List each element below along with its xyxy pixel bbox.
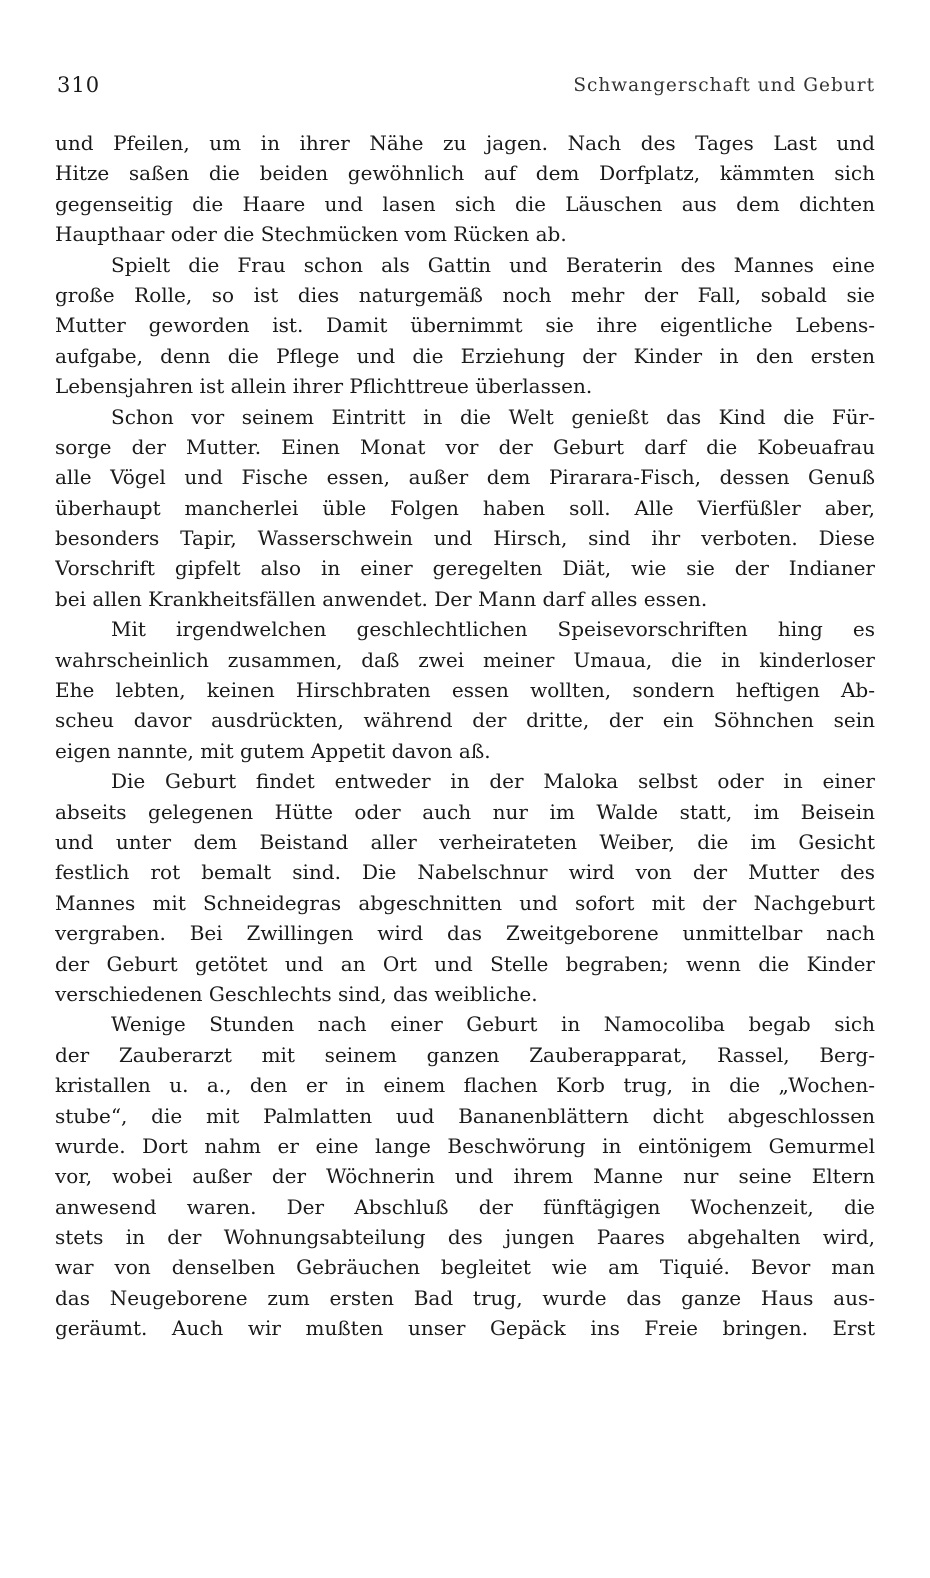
- text-line: Mit irgendwelchen geschlechtlichen Speisevorschriften hing es: [111, 617, 875, 642]
- text-line: stets in der Wohnungsabteilung des jungen Paares abgehalten wird,: [55, 1225, 875, 1250]
- text-line: festlich rot bemalt sind. Die Nabelschnur wird von der Mutter des: [55, 860, 875, 885]
- text-line: große Rolle, so ist dies naturgemäß noch mehr der Fall, sobald sie: [55, 282, 875, 307]
- text-line: Mutter geworden ist. Damit übernimmt sie ihre eigentliche Lebens-: [55, 313, 875, 338]
- text-line: wurde. Dort nahm er eine lange Beschwörung in eintönigem Gemurmel: [55, 1133, 875, 1158]
- text-line: sorge der Mutter. Einen Monat vor der Geburt darf die Kobeuafrau: [55, 434, 875, 459]
- text-line: Wenige Stunden nach einer Geburt in Namocoliba begab sich: [111, 1012, 875, 1037]
- text-line: Lebensjahren ist allein ihrer Pflichttreue überlassen.: [55, 374, 593, 399]
- text-line: Mannes mit Schneidegras abgeschnitten und sofort mit der Nachgeburt: [55, 890, 875, 915]
- text-line: überhaupt mancherlei üble Folgen haben soll. Alle Vierfüßler aber,: [55, 495, 875, 520]
- text-line: wahrscheinlich zusammen, daß zwei meiner Umaua, die in kinderloser: [55, 647, 875, 672]
- running-title: Schwangerschaft und Geburt: [573, 75, 875, 96]
- text-line: und Pfeilen, um in ihrer Nähe zu jagen. Nach des Tages Last und: [55, 131, 875, 155]
- text-line: verschiedenen Geschlechts sind, das weibliche.: [55, 981, 538, 1006]
- text-line: Hitze saßen die beiden gewöhnlich auf dem Dorfplatz, kämmten sich: [55, 161, 875, 186]
- text-line: stube“, die mit Palmlatten uud Bananenblättern dicht abgeschlossen: [55, 1103, 875, 1128]
- text-line: der Zauberarzt mit seinem ganzen Zauberapparat, Rassel, Berg-: [55, 1042, 875, 1067]
- running-head: [55, 0, 875, 97]
- text-line: eigen nannte, mit gutem Appetit davon aß.: [55, 738, 491, 763]
- text-line: besonders Tapir, Wasserschwein und Hirsch, sind ihr verboten. Diese: [55, 526, 875, 551]
- text-line: Spielt die Frau schon als Gattin und Beraterin des Mannes eine: [111, 252, 875, 277]
- book-page: [55, 0, 875, 1341]
- text-line: Die Geburt findet entweder in der Maloka selbst oder in einer: [111, 769, 875, 794]
- text-line: bei allen Krankheitsfällen anwendet. Der Mann darf alles essen.: [55, 586, 708, 611]
- text-line: Ehe lebten, keinen Hirschbraten essen wollten, sondern heftigen Ab-: [55, 678, 875, 703]
- body-text: [55, 128, 875, 1344]
- page-number: 310: [57, 73, 101, 97]
- text-line: war von denselben Gebräuchen begleitet wie am Tiquié. Bevor man: [55, 1255, 875, 1280]
- text-line: Vorschrift gipfelt also in einer geregelten Diät, wie sie der Indianer: [55, 556, 875, 581]
- text-line: kristallen u. a., den er in einem flachen Korb trug, in die „Wochen-: [55, 1073, 875, 1098]
- text-line: Schon vor seinem Eintritt in die Welt genießt das Kind die Für-: [111, 404, 875, 429]
- text-line: der Geburt getötet und an Ort und Stelle begraben; wenn die Kinder: [55, 951, 875, 976]
- text-line: aufgabe, denn die Pflege und die Erziehung der Kinder in den ersten: [55, 343, 875, 368]
- text-line: scheu davor ausdrückten, während der dritte, der ein Söhnchen sein: [55, 708, 875, 733]
- text-line: alle Vögel und Fische essen, außer dem Pirarara-Fisch, dessen Genuß: [55, 465, 875, 490]
- text-line: anwesend waren. Der Abschluß der fünftägigen Wochenzeit, die: [55, 1194, 875, 1219]
- text-line: und unter dem Beistand aller verheirateten Weiber, die im Gesicht: [55, 829, 875, 854]
- text-line: vor, wobei außer der Wöchnerin und ihrem Manne nur seine Eltern: [55, 1164, 875, 1189]
- text-line: Haupthaar oder die Stechmücken vom Rücken ab.: [55, 222, 567, 247]
- text-line: geräumt. Auch wir mußten unser Gepäck ins Freie bringen. Erst: [55, 1316, 875, 1341]
- text-line: das Neugeborene zum ersten Bad trug, wurde das ganze Haus aus-: [55, 1285, 875, 1310]
- text-line: gegenseitig die Haare und lasen sich die Läuschen aus dem dichten: [55, 191, 875, 216]
- text-line: abseits gelegenen Hütte oder auch nur im Walde statt, im Beisein: [55, 799, 875, 824]
- text-line: vergraben. Bei Zwillingen wird das Zweitgeborene unmittelbar nach: [55, 921, 875, 946]
